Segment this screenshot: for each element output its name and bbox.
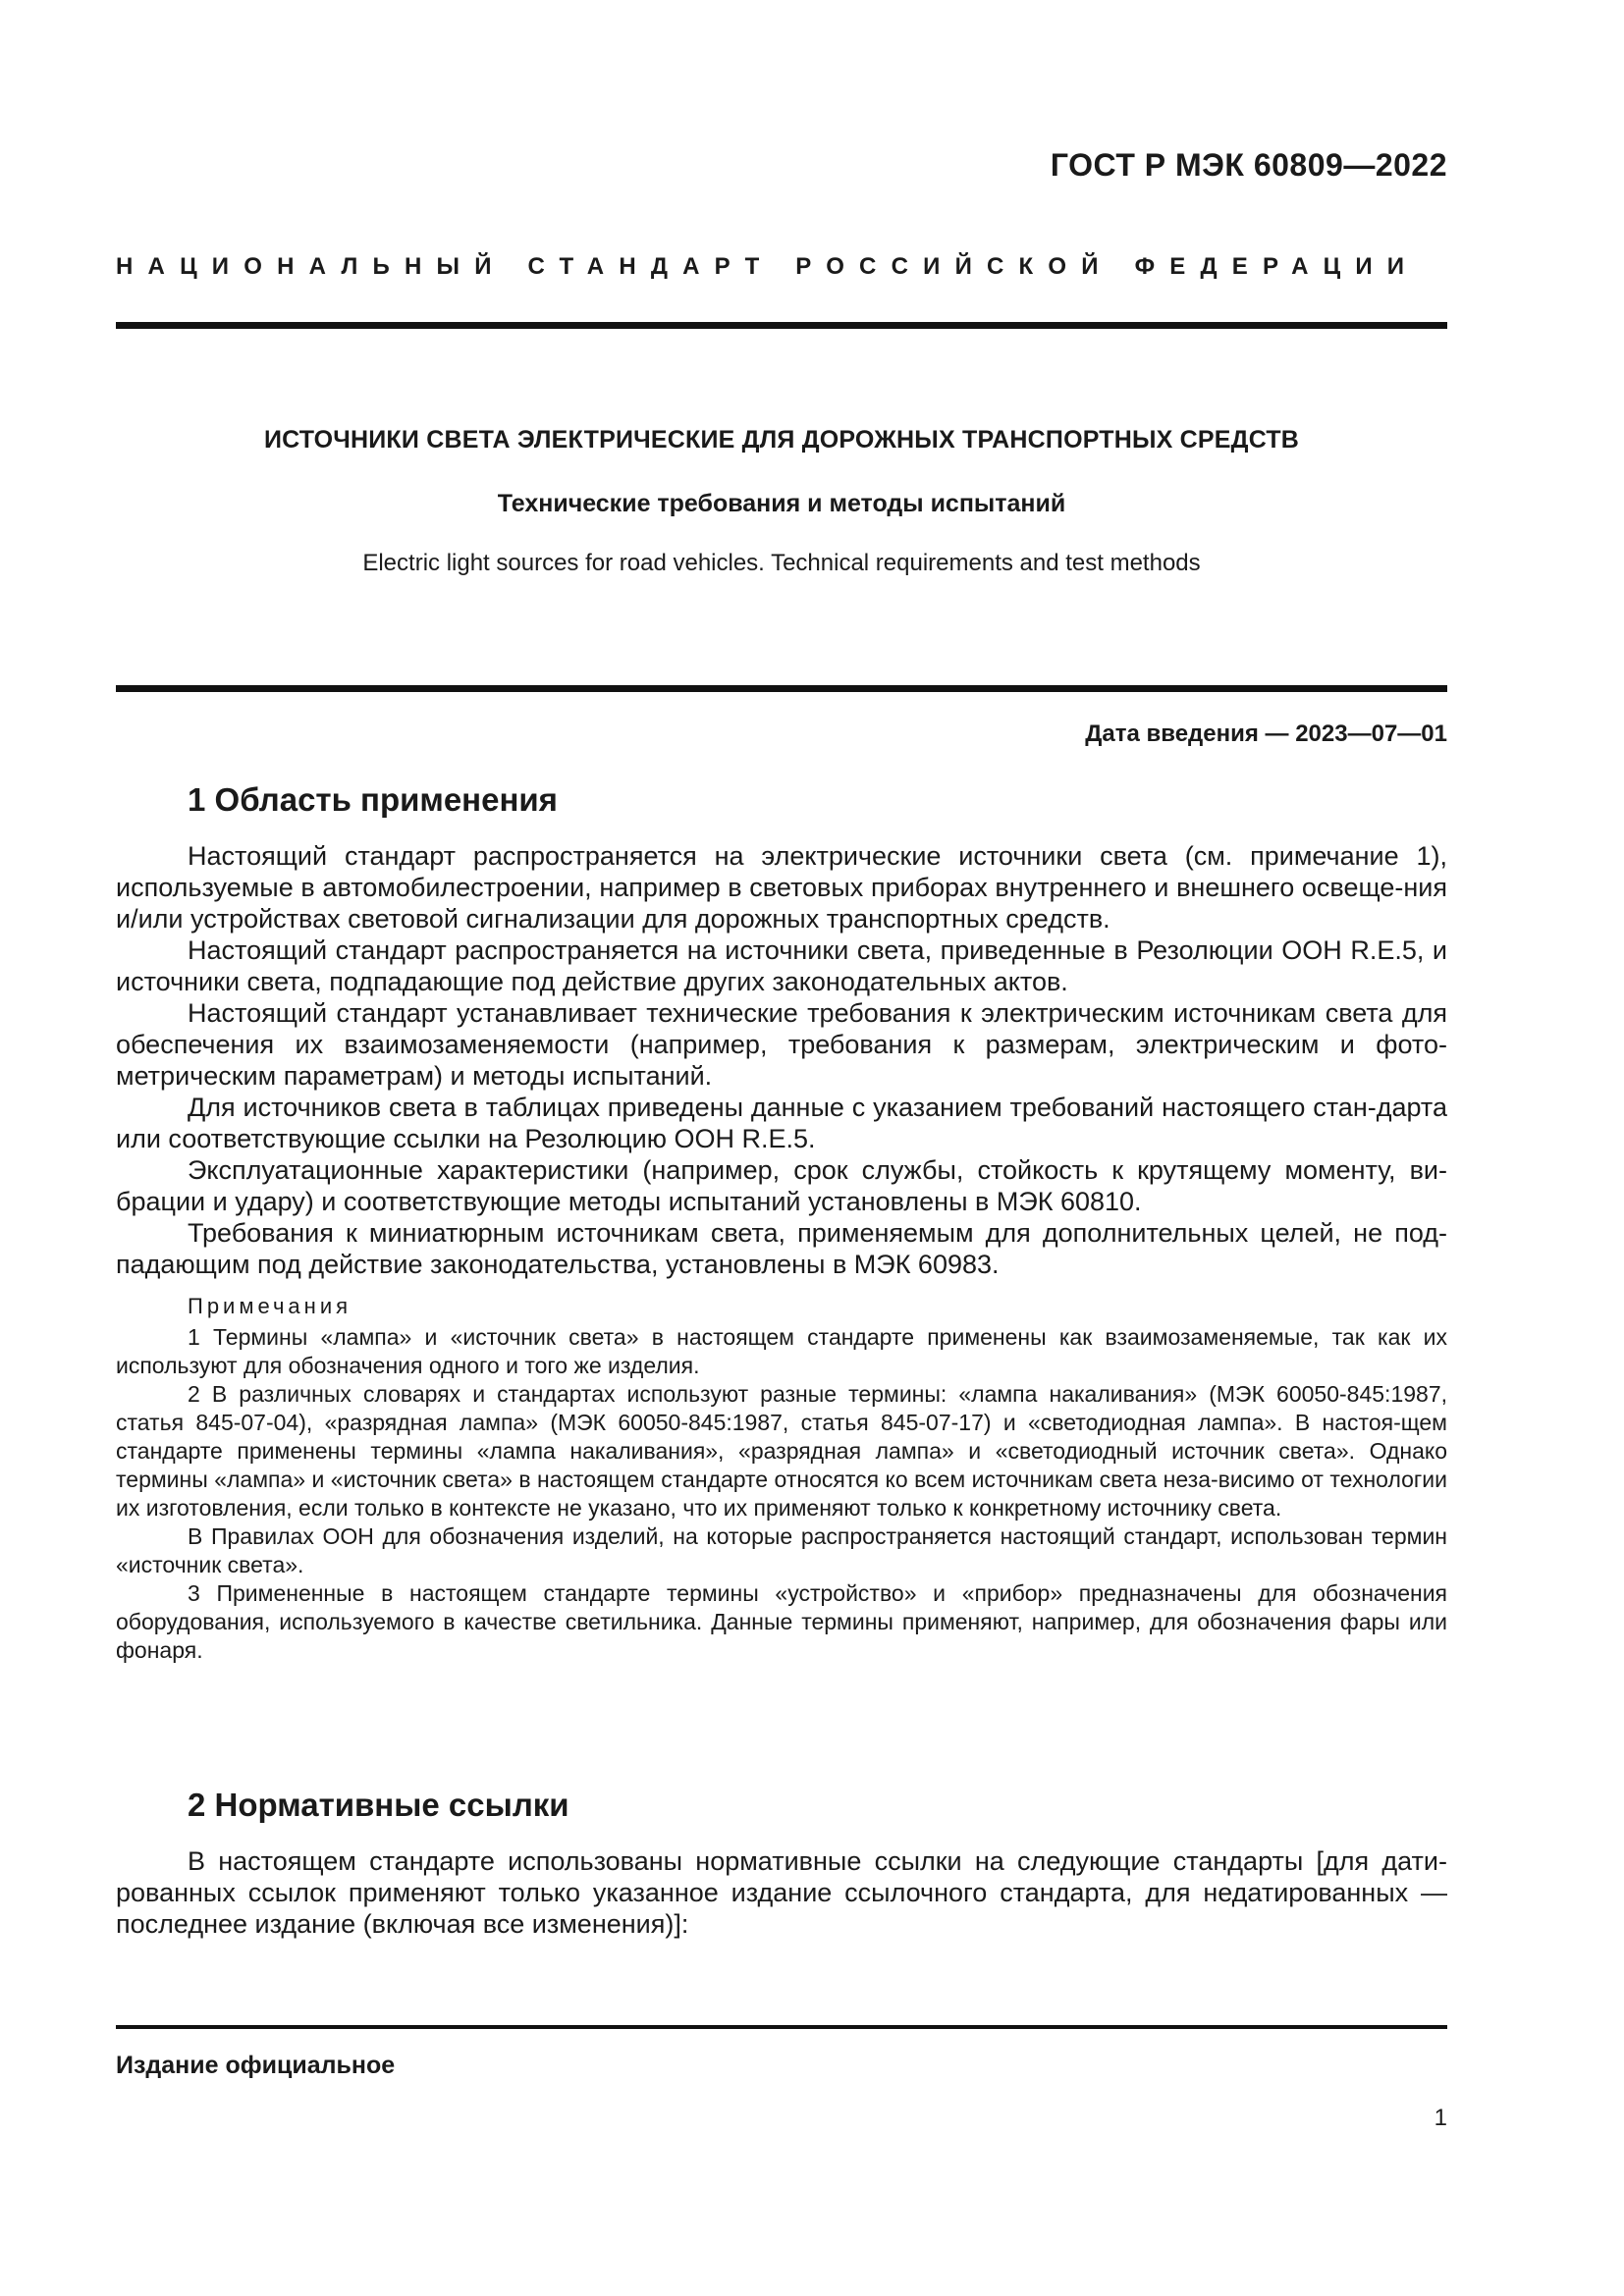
paragraph: Настоящий стандарт распространяется на электрические источники света (см. примечание 1), используемые в автомобилестроении, например в световых приборах внутреннего и внешнего освеще-ния и/или устройствах световой сигнализации для дорожных транспортных средств. [116, 841, 1447, 934]
notes-label: Примечания [188, 1294, 352, 1318]
paragraph: В настоящем стандарте использованы нормативные ссылки на следующие стандарты [для дати-рованных ссылок применяют только указанное издание ссылочного стандарта, для недатированных — последнее издание (включая все изменения)]: [116, 1846, 1447, 1939]
national-standard-banner: НАЦИОНАЛЬНЫЙ СТАНДАРТ РОССИЙСКОЙ ФЕДЕРАЦИИ [116, 253, 1420, 280]
paragraph: Настоящий стандарт устанавливает технические требования к электрическим источникам света для обеспечения их взаимозаменяемости (например, требования к размерам, электрическим и фото-метрическим параметрам) и методы испытаний. [116, 998, 1447, 1091]
section-heading: 1 Область применения [188, 781, 558, 818]
paragraph: Для источников света в таблицах приведены данные с указанием требований настоящего стан-дарта или соответствующие ссылки на Резолюцию ООН R.E.5. [116, 1093, 1447, 1153]
introduction-date: Дата введения — 2023—07—01 [1085, 721, 1447, 747]
note: 3 Примененные в настоящем стандарте термины «устройство» и «прибор» предназначены для обозначения оборудования, используемого в качестве светильника. Данные термины применяют, например, для обозначения фары или фонаря. [116, 1580, 1447, 1663]
section-scope [116, 781, 1447, 1665]
title-divider [116, 685, 1447, 692]
footer-divider [116, 2025, 1447, 2029]
paragraph: Требования к миниатюрным источникам света, применяемым для дополнительных целей, не под-падающим под действие законодательства, установлены в МЭК 60983. [116, 1218, 1447, 1279]
section-heading: 2 Нормативные ссылки [188, 1787, 569, 1823]
paragraph: Эксплуатационные характеристики (например, срок службы, стойкость к крутящему моменту, ви-брации и удару) и соответствующие методы испытаний установлены в МЭК 60810. [116, 1155, 1447, 1216]
note: 2 В различных словарях и стандартах используют разные термины: «лампа накаливания» (МЭК 60050-845:1987, статья 845-07-04), «разрядная лампа» (МЭК 60050-845:1987, статья 845-07-17) и «светодиодная лампа». В настоя-щем стандарте применены термины «лампа накаливания», «разрядная лампа» и «светодиодный источник света». Однако термины «лампа» и «источник света» в настоящем стандарте относятся ко всем источникам света неза-висимо от технологии их изготовления, если только в контексте не указано, что их применяют только к конкретному источнику света. [116, 1381, 1447, 1521]
note: 1 Термины «лампа» и «источник света» в настоящем стандарте применены как взаимозаменяемые, так как их используют для обозначения одного и того же изделия. [116, 1324, 1447, 1378]
paragraph: Настоящий стандарт распространяется на источники света, приведенные в Резолюции ООН R.E.5, и источники света, подпадающие под действие других законодательных актов. [116, 935, 1447, 996]
top-divider [116, 322, 1447, 329]
page-number: 1 [1434, 2105, 1447, 2131]
standard-title: ИСТОЧНИКИ СВЕТА ЭЛЕКТРИЧЕСКИЕ ДЛЯ ДОРОЖНЫХ ТРАНСПОРТНЫХ СРЕДСТВ [263, 426, 1300, 454]
document-code: ГОСТ Р МЭК 60809—2022 [1050, 147, 1447, 183]
english-title: Electric light sources for road vehicles. Technical requirements and test methods [362, 550, 1201, 576]
standard-subtitle: Технические требования и методы испытаний [497, 490, 1066, 517]
note: В Правилах ООН для обозначения изделий, на которые распространяется настоящий стандарт, использован термин «источник света». [116, 1523, 1447, 1577]
official-edition-label: Издание официальное [116, 2052, 396, 2079]
section-normative-references [116, 1787, 1447, 1940]
title-block [116, 426, 1447, 577]
